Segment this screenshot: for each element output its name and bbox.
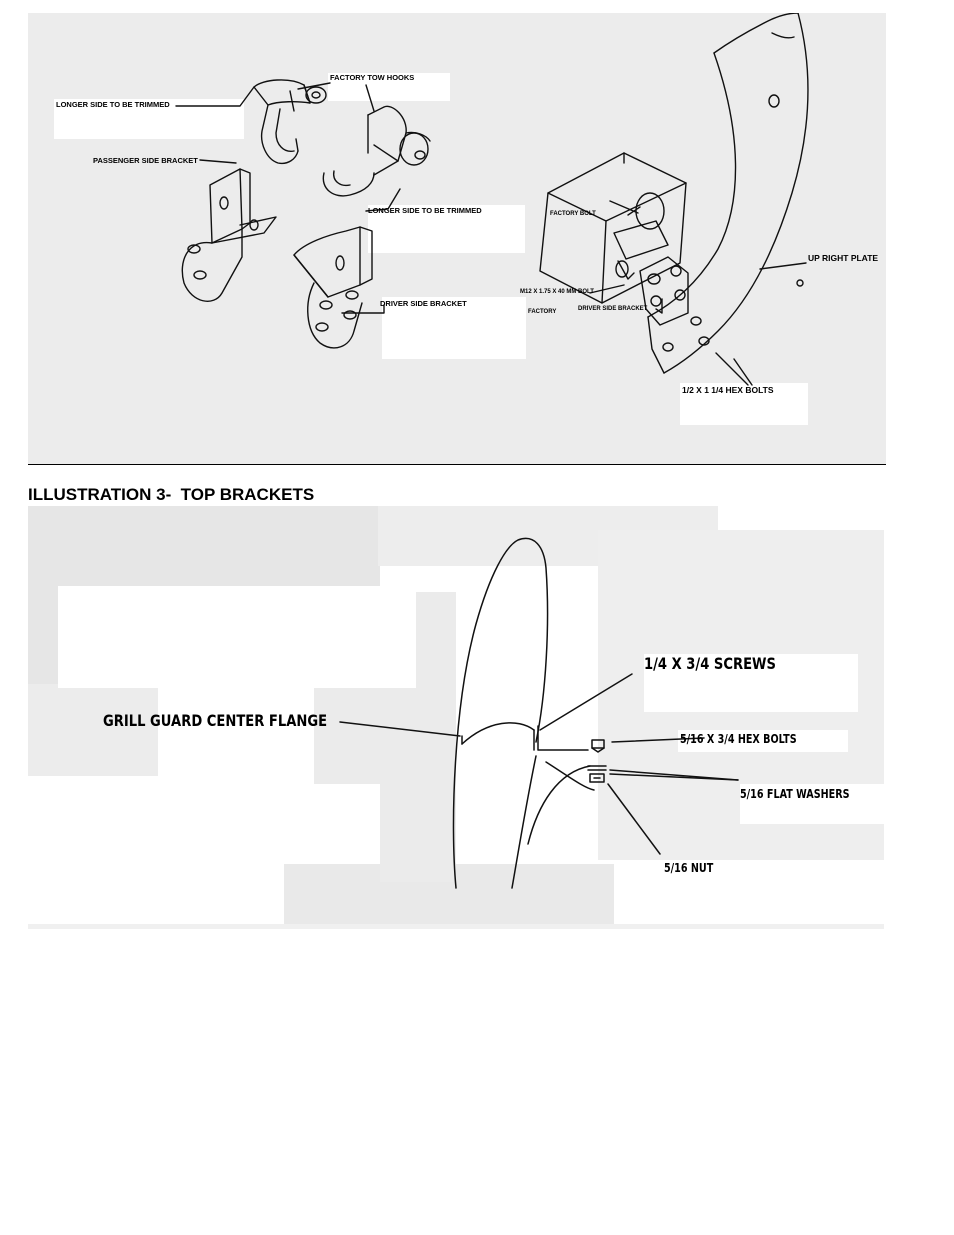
label-passenger-side-bracket: PASSENGER SIDE BRACKET — [93, 156, 198, 165]
label-half-hex-bolts: 1/2 X 1 1/4 HEX BOLTS — [682, 385, 774, 395]
bracket-line-drawing — [28, 13, 886, 465]
label-grill-guard-center-flange: GRILL GUARD CENTER FLANGE — [103, 711, 328, 730]
label-quarter-screws: 1/4 X 3/4 SCREWS — [644, 654, 776, 673]
illustration-3-heading: ILLUSTRATION 3- TOP BRACKETS — [28, 485, 315, 504]
label-m12-bolt: M12 X 1.75 X 40 MM BOLT — [520, 289, 594, 295]
label-factory: FACTORY — [528, 309, 557, 315]
top-brackets-panel — [28, 504, 888, 929]
label-5-16-flat-washers: 5/16 FLAT WASHERS — [740, 787, 850, 801]
bracket-illustration-panel — [28, 13, 886, 465]
label-up-right-plate: UP RIGHT PLATE — [808, 253, 879, 263]
label-factory-bolt: FACTORY BOLT — [550, 211, 596, 217]
label-5-16-hex-bolts: 5/16 X 3/4 HEX BOLTS — [680, 732, 797, 746]
label-5-16-nut: 5/16 NUT — [664, 861, 714, 875]
label-factory-tow-hooks: FACTORY TOW HOOKS — [330, 73, 415, 82]
section-divider — [28, 464, 886, 465]
label-driver-side-bracket-installed: DRIVER SIDE BRACKET — [578, 306, 648, 312]
label-longer-side-trimmed-driver: LONGER SIDE TO BE TRIMMED — [368, 206, 482, 215]
label-driver-side-bracket: DRIVER SIDE BRACKET — [380, 299, 467, 308]
label-longer-side-trimmed-passenger: LONGER SIDE TO BE TRIMMED — [56, 100, 170, 109]
